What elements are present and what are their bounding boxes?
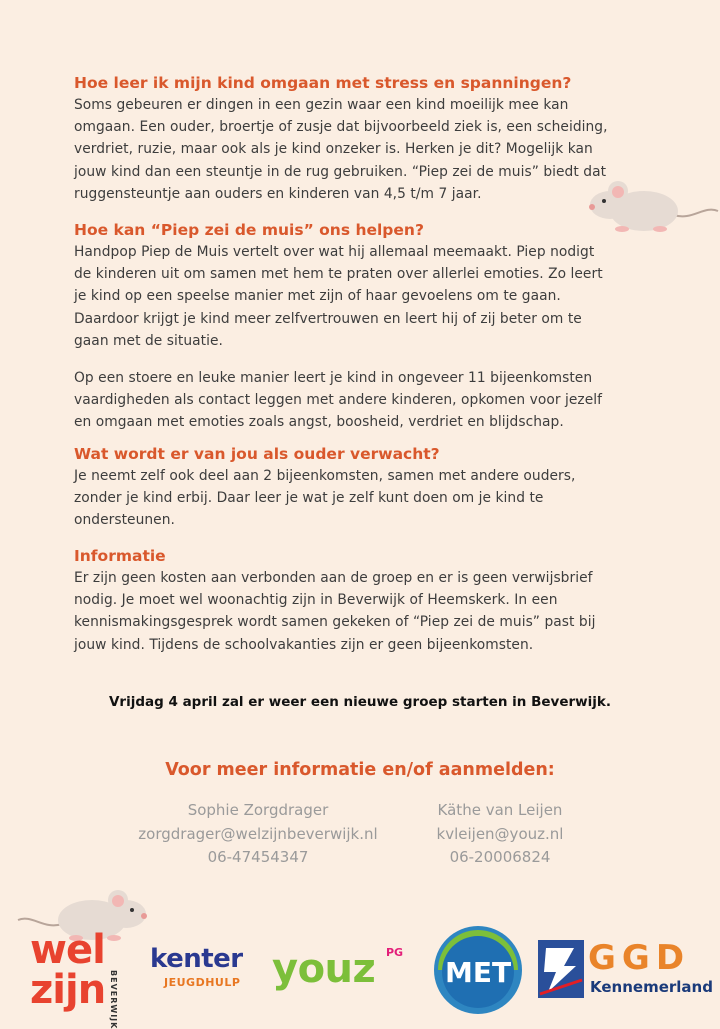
logo-text: MET [444,956,512,989]
section-stress [74,72,659,205]
welzijn-beverwijk-logo [30,927,130,1029]
body-line: Handpop Piep de Muis vertelt over wat hij allemaal meemaakt. Piep nodigt [74,244,595,260]
body-line: en omgaan met emoties zoals angst, boosheid, verdriet en blijdschap. [74,414,564,431]
body-line: jouw kind dan een steuntje in de rug gebruiken. “Piep zei de muis” biedt dat [74,163,607,180]
logo-text: youz [272,946,376,992]
contact-name: Käthe van Leijen [437,801,563,819]
logo-subtext: BEVERWIJK [109,970,118,1029]
body-line: verdriet, ruzie, maar ook als je kind onzeker is. Herken je dit? Mogelijk kan [74,141,593,158]
section-heading: Hoe kan “Piep zei de muis” ons helpen? [74,221,424,239]
section-body [74,567,659,656]
logo-subtext: Kennemerland [590,978,713,996]
section-information [74,545,659,656]
body-line: Soms gebeuren er dingen in een gezin waar een kind moeilijk mee kan [74,97,569,113]
section-help [74,219,659,352]
body-line: ruggensteuntje aan ouders en kinderen van 4,5 t/m 7 jaar. [74,185,482,202]
section-body [74,465,659,532]
logo-superscript: PG [386,946,404,959]
start-announcement: Vrijdag 4 april zal er weer een nieuwe groep starten in Beverwijk. [108,694,611,710]
body-line: nodig. Je moet wel woonachtig zijn in Beverwijk of Heemskerk. In een [74,592,558,609]
body-line: je kind op een speelse manier met zijn of haar gevoelens om te gaan. [74,288,561,305]
body-line: jouw kind. Tijdens de schoolvakanties zijn er geen bijeenkomsten. [74,636,534,653]
contact-email[interactable]: kvleijen@youz.nl [436,824,564,843]
ggd-emblem-icon [538,940,584,998]
logo-subtext: JEUGDHULP [164,976,241,989]
contact-card [410,799,590,870]
section-heading: Informatie [74,547,166,565]
logo-text: GGD [588,938,691,978]
ggd-kennemerland-logo [538,938,712,1000]
contact-card [108,799,408,870]
section-parents [74,443,659,532]
body-line: gaan met de situatie. [74,332,223,349]
section-body [74,367,659,434]
contact-phone[interactable]: 06-20006824 [449,848,551,866]
body-line: kennismakingsgesprek wordt samen gekeken of “Piep zei de muis” past bij [74,614,596,631]
section-heading: Wat wordt er van jou als ouder verwacht? [74,445,440,463]
logo-text: wel [30,927,105,973]
body-line: Je neemt zelf ook deel aan 2 bijeenkomsten, samen met andere ouders, [74,468,576,484]
more-info-heading: Voor meer informatie en/of aanmelden: [165,760,555,780]
body-line: Daardoor krijgt je kind meer zelfvertrouwen en leert hij of zij beter om te [74,310,582,327]
contact-phone[interactable]: 06-47454347 [207,848,309,866]
mouse-illustration-icon [582,175,720,239]
section-heading: Hoe leer ik mijn kind omgaan met stress en spanningen? [74,74,572,92]
section-skills [74,367,659,434]
body-line: vaardigheden als contact leggen met andere kinderen, opkomen voor jezelf [74,392,603,409]
logo-text: zijn [30,967,106,1013]
section-body [74,241,659,352]
kenter-jeugdhulp-logo [150,944,260,1004]
body-line: Er zijn geen kosten aan verbonden aan de groep en er is geen verwijsbrief [74,570,593,586]
contact-name: Sophie Zorgdrager [187,801,329,819]
met-logo [432,924,524,1016]
body-line: omgaan. Een ouder, broertje of zusje dat bijvoorbeeld ziek is, een scheiding, [74,119,608,136]
youz-logo [272,946,422,1006]
body-line: de kinderen uit om samen met hem te praten over allerlei emoties. Zo leert [74,266,603,283]
section-body [74,94,659,205]
contact-email[interactable]: zorgdrager@welzijnbeverwijk.nl [138,824,378,843]
body-line: ondersteunen. [74,512,175,529]
logo-text: kenter [150,944,243,974]
body-line: zonder je kind erbij. Daar leer je wat je zelf kunt doen om je kind te [74,490,544,507]
body-line: Op een stoere en leuke manier leert je kind in ongeveer 11 bijeenkomsten [74,370,593,386]
